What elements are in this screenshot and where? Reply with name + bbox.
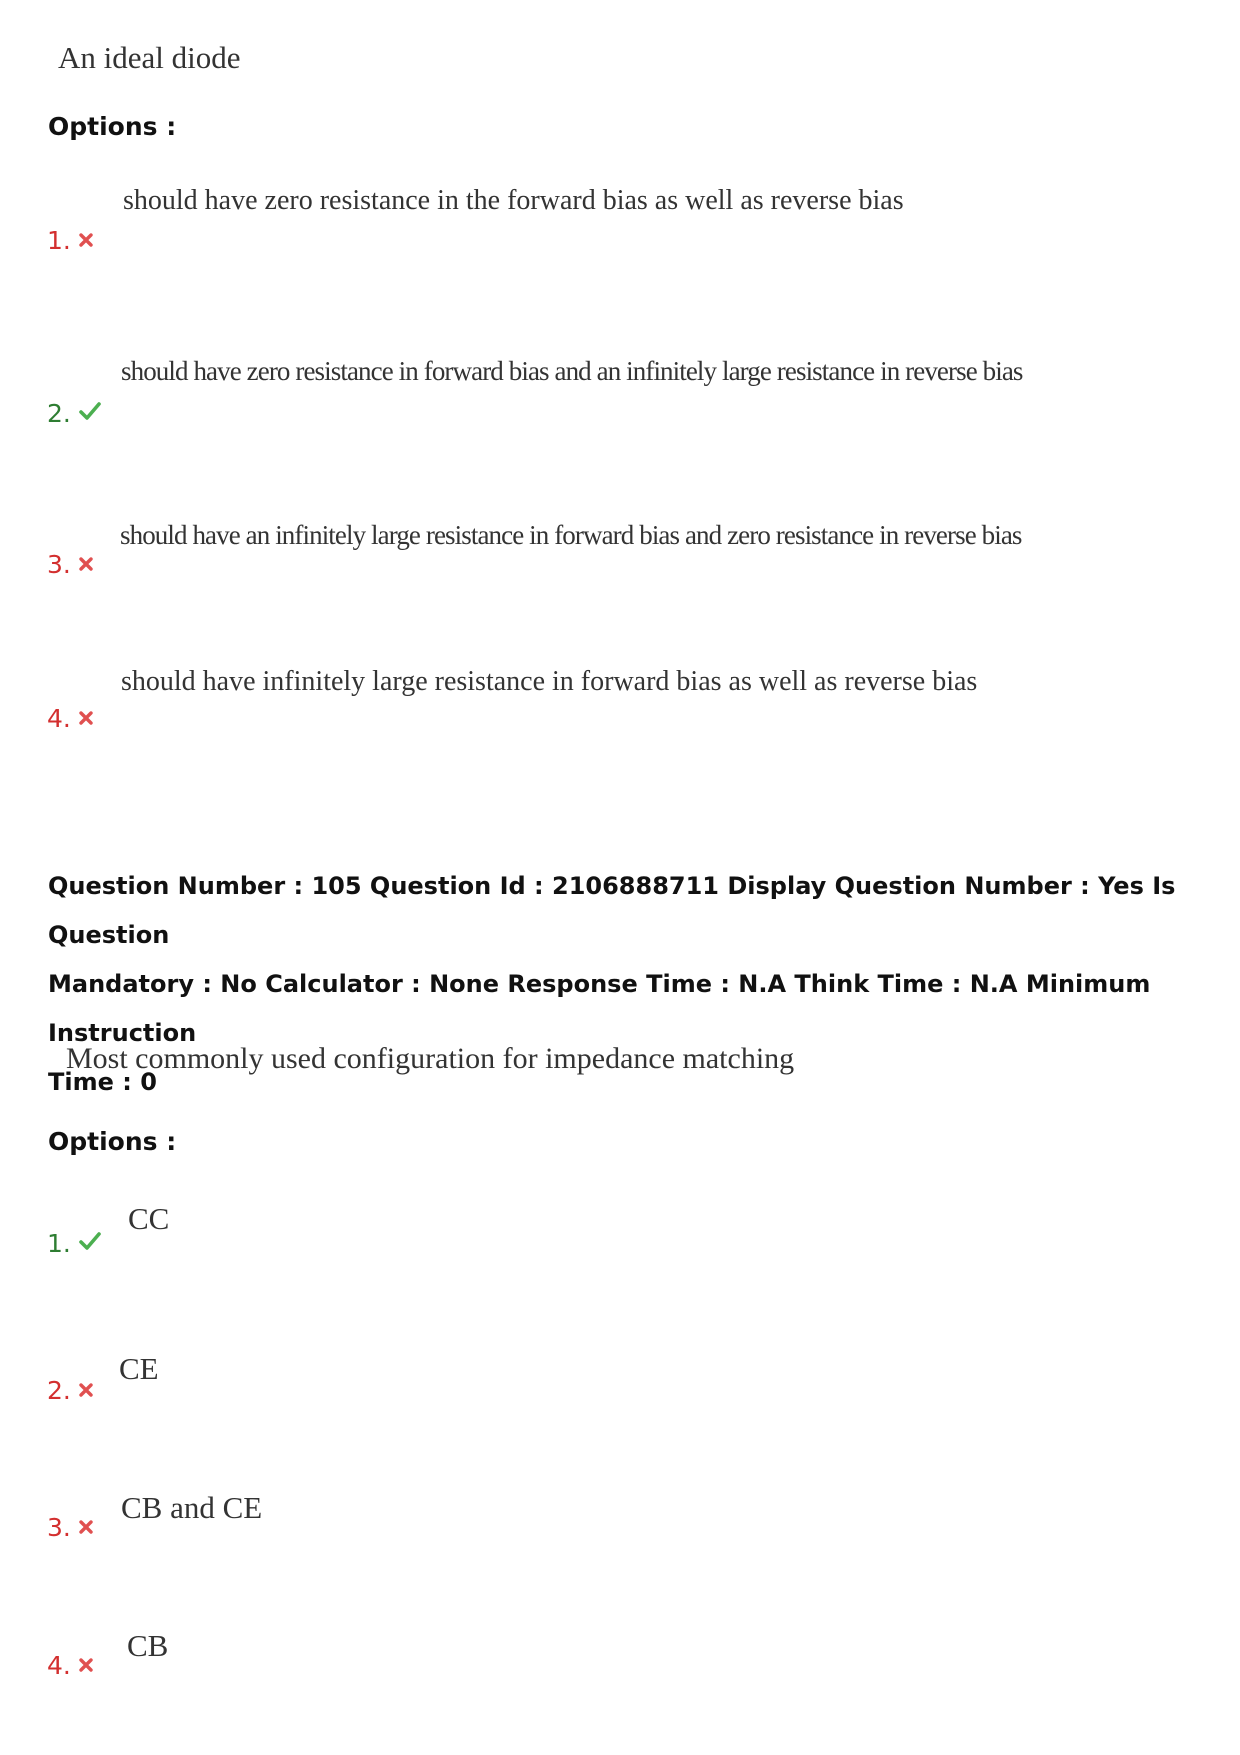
option-number: 1. [47,1227,101,1258]
check-icon [79,1227,101,1256]
option-text: should have zero resistance in the forward bias as well as reverse bias [123,185,904,216]
cross-icon [79,548,93,577]
option-number: 4. [47,1649,93,1680]
option-text: CB [127,1628,169,1663]
question-text: An ideal diode [58,40,241,75]
cross-icon [79,1374,93,1403]
option-text: CE [119,1351,159,1386]
option-number: 3. [47,548,93,579]
cross-icon [79,1649,93,1678]
question-meta-line: Time : 0 [48,1068,157,1096]
option-text: should have infinitely large resistance in forward bias as well as reverse bias [121,666,978,697]
option-number: 4. [47,702,93,733]
option-number: 3. [47,1511,93,1542]
option-text: CB and CE [121,1490,263,1525]
cross-icon [79,1511,93,1540]
check-icon [79,397,101,426]
option-text: should have zero resistance in forward bias and an infinitely large resistance in reverse bias [121,356,1023,386]
question-text: Most commonly used configuration for impedance matching [66,1042,795,1075]
question-meta-line: Question Number : 105 Question Id : 2106888711 Display Question Number : Yes Is Question [48,872,1176,949]
question-meta-line: Mandatory : No Calculator : None Response Time : N.A Think Time : N.A Minimum Instruction [48,970,1151,1047]
option-number: 1. [47,224,93,255]
option-text: should have an infinitely large resistance in forward bias and zero resistance in reverse bias [120,520,1022,550]
option-number: 2. [47,1374,93,1405]
cross-icon [79,224,93,253]
options-label: Options : [48,1127,177,1156]
options-label: Options : [48,112,177,141]
option-number: 2. [47,397,101,428]
cross-icon [79,702,93,731]
option-text: CC [128,1201,170,1236]
